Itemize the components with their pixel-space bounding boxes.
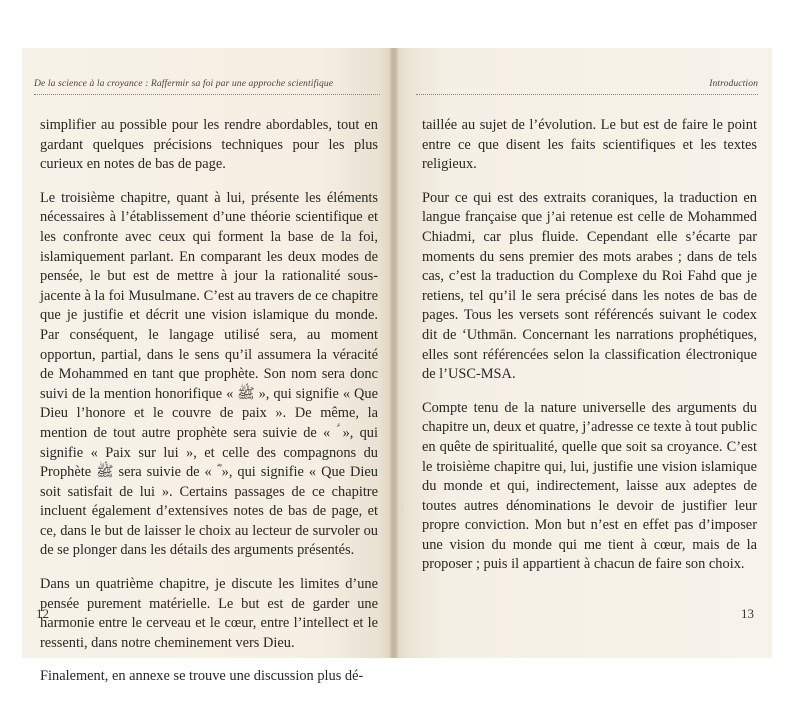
running-head-right: Introduction (709, 78, 758, 89)
page-number-right: 13 (741, 606, 754, 621)
right-page-body (422, 116, 757, 589)
paragraph: Compte tenu de la nature universelle des arguments du chapitre un, deux et quatre, j’adresse ce texte à tout public en quête de spiritualité, quelle que soit sa croyance. C’est le troisième chapitre qui, lui, justifie une vision islamique du monde et qui, indirectement, laisse aux adeptes de toutes autres dénominations le devoir de justifier leur propre conviction. Mon but n’est en effet pas d’imposer une vision du monde qui me tient à cœur, mais de la proposer ; puis il appartient à chacun de faire son choix. (422, 399, 757, 573)
paragraph: Dans un quatrième chapitre, je discute les limites d’une pensée purement matérielle. Le but est de garder une harmonie entre le cerveau et le cœur, entre l’intellect et le ressenti, dans notre cheminement vers Dieu. (40, 576, 378, 651)
book-gutter (390, 48, 398, 658)
paragraph: Finalement, en annexe se trouve une discussion plus dé- (40, 668, 364, 685)
header-rule-left (34, 94, 380, 95)
paragraph: Le troisième chapitre, quant à lui, présente les éléments nécessaires à l’établissement d’une théorie scientifique et les confronte avec ceux qui forment la base de la foi, islamiquement parlant. En comparant les deux modes de pensée, le but est de mettre à jour la rationalité sous-jacente à la foi Musulmane. C’est au travers de ce chapitre que je justifie et décrit une vision islamique du monde. Par conséquent, le langage utilisé sera, au moment opportun, partial, dans le sens qu’il assumera la véracité de Mohammed en tant que prophète. Son nom sera donc suivi de la mention honorifique « ﷺ », qui signifie « Que Dieu l’honore et le couvre de paix ». De même, la mention de tout autre prophète sera suivie de « ؑ », qui signifie « Paix sur lui », et celle des compagnons du Prophète ﷺ sera suivie de « ؓ », qui signifie « Que Dieu soit satisfait de lui ». Certains passages de ce chapitre incluent également d’extensives notes de bas de page, et ce, dans le but de laisser le choix au lecteur de survoler ou de se plonger dans les détails des arguments présentés. (40, 189, 378, 559)
paragraph: Pour ce qui est des extraits coraniques, la traduction en langue française que j’ai retenue est celle de Mohammed Chiadmi, car plus fluide. Cependant elle s’écarte par moments du sens premier des mots arabes ; dans de tels cas, c’est la traduction du Complexe du Roi Fahd que je retiens, tel qu’il le sera précisé dans les notes de bas de pages. Tous les versets sont référencés suivant le codex dit de ‘Uthmān. Concernant les narrations prophétiques, elles sont référencées selon la classification électronique de l’USC-MSA. (422, 189, 757, 383)
paragraph: simplifier au possible pour les rendre abordables, tout en gardant quelques précisions techniques pour les plus curieux en notes de bas de page. (40, 117, 378, 173)
right-page (394, 48, 772, 658)
header-rule-right (416, 94, 758, 95)
running-head-left: De la science à la croyance : Raffermir sa foi par une approche scientifique (34, 78, 334, 89)
left-page (22, 48, 394, 685)
left-page-body (40, 116, 378, 701)
paragraph: taillée au sujet de l’évolution. Le but est de faire le point entre ce que disent les faits scientifiques et les textes religieux. (422, 117, 757, 173)
page-number-left: 12 (36, 606, 49, 621)
